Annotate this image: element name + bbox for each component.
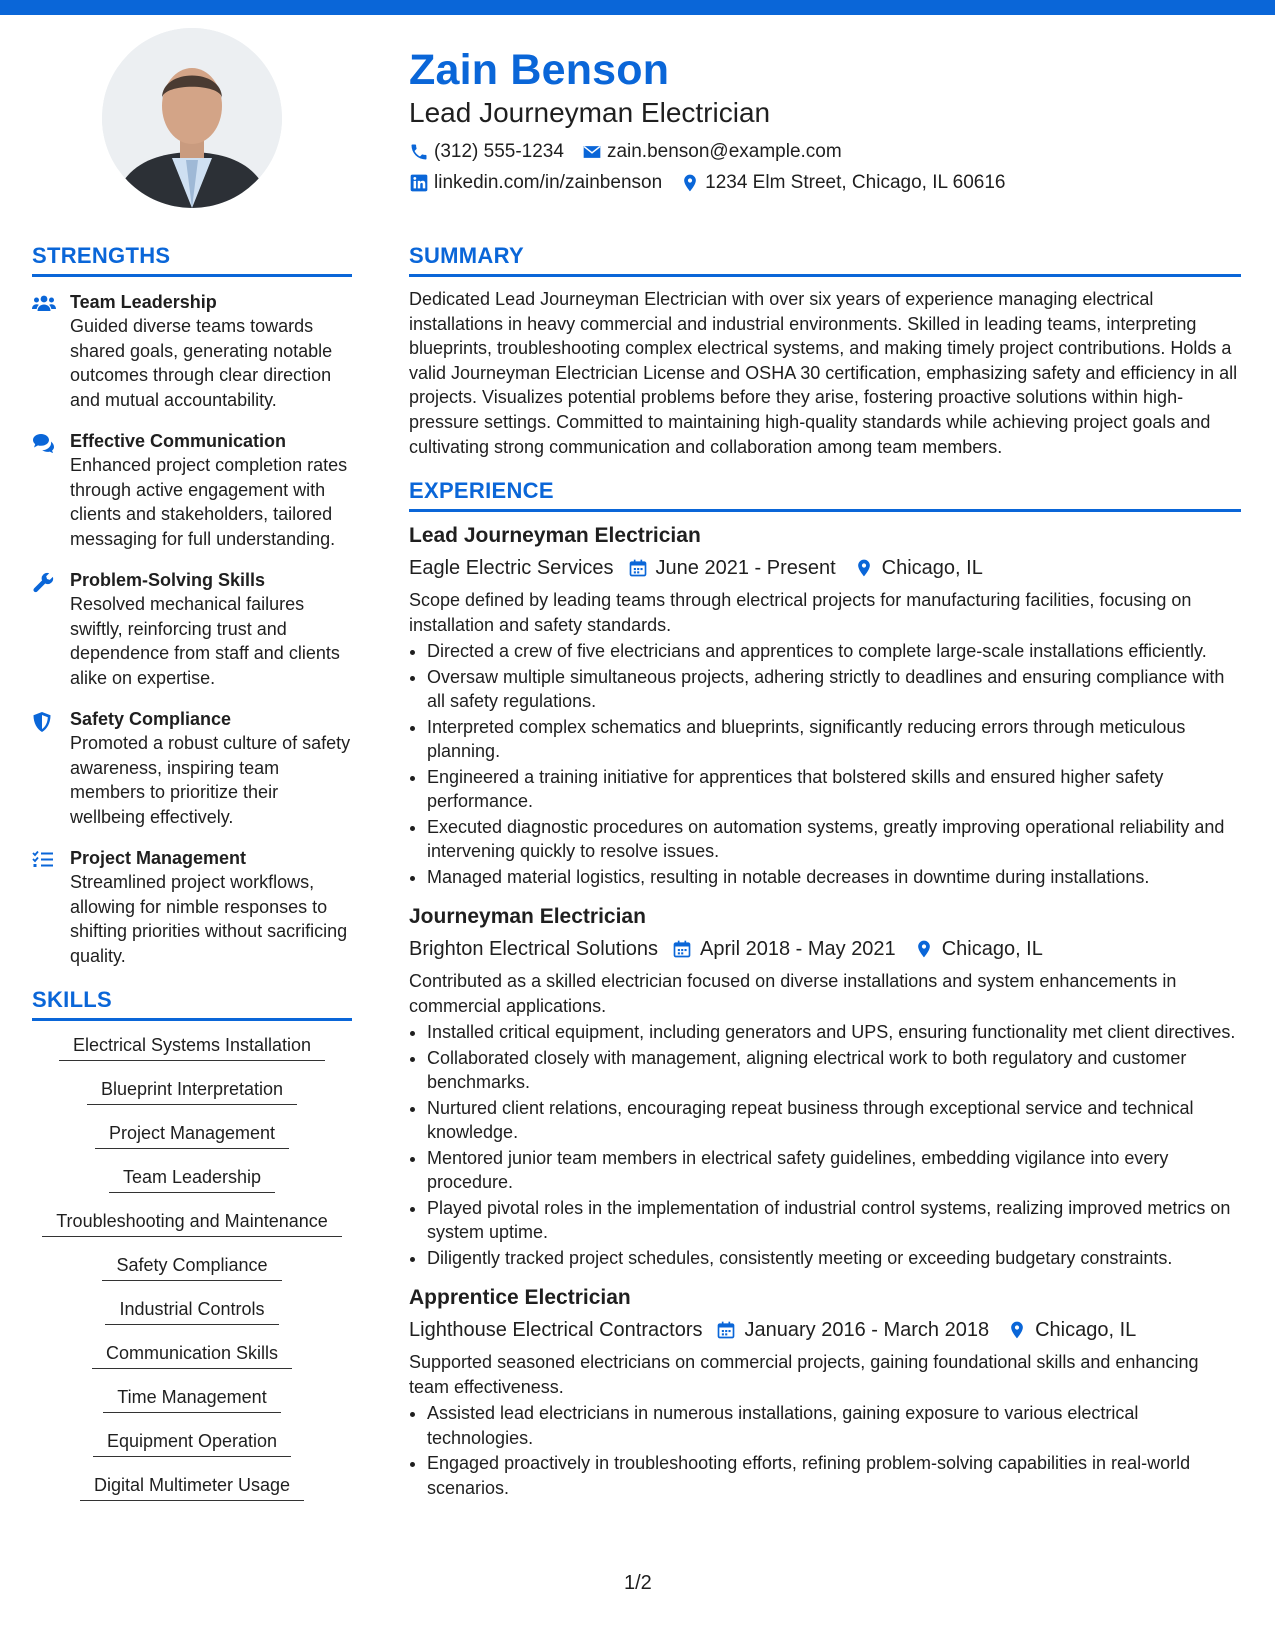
candidate-name: Zain Benson xyxy=(409,46,670,94)
skill-item: Project Management xyxy=(95,1121,289,1149)
strengths-divider xyxy=(32,274,352,277)
calendar-icon xyxy=(672,939,692,959)
job-location: Chicago, IL xyxy=(941,938,1043,961)
skill-item: Safety Compliance xyxy=(102,1253,281,1281)
strength-item xyxy=(32,291,352,412)
job-dates: June 2021 - Present xyxy=(655,557,836,580)
address-text: 1234 Elm Street, Chicago, IL 60616 xyxy=(705,172,1006,193)
summary-heading: SUMMARY xyxy=(409,243,524,268)
strength-item xyxy=(32,847,352,968)
skill-item: Equipment Operation xyxy=(93,1429,291,1457)
chat-icon xyxy=(32,433,56,453)
job-entry xyxy=(409,522,1241,889)
envelope-icon xyxy=(582,142,602,162)
calendar-icon xyxy=(716,1320,736,1340)
job-title: Apprentice Electrician xyxy=(409,1286,631,1310)
phone-text: (312) 555-1234 xyxy=(434,141,564,162)
job-bullet: • Directed a crew of five electricians and apprentices to complete large-scale installations efficiently. xyxy=(427,639,1241,664)
skill-item: Time Management xyxy=(103,1385,280,1413)
job-description: Scope defined by leading teams through electrical projects for manufacturing facilities, focusing on installation and safety standards. xyxy=(409,590,1192,635)
strength-title: Safety Compliance xyxy=(70,709,232,729)
job-company: Lighthouse Electrical Contractors xyxy=(409,1319,703,1342)
left-column xyxy=(32,242,352,1517)
email-contact xyxy=(582,140,842,164)
candidate-role: Lead Journeyman Electrician xyxy=(409,97,771,128)
experience-divider xyxy=(409,509,1241,512)
job-bullet: • Nurtured client relations, encouraging repeat business through exceptional service and technical knowledge. xyxy=(427,1096,1241,1145)
linkedin-contact xyxy=(409,171,662,195)
right-column xyxy=(409,242,1241,1514)
summary-divider xyxy=(409,274,1241,277)
job-dates: April 2018 - May 2021 xyxy=(700,938,896,961)
map-pin-icon xyxy=(914,939,934,959)
strength-desc: Promoted a robust culture of safety awareness, inspiring team members to prioritize their wellbeing effectively. xyxy=(70,733,351,827)
job-dates: January 2016 - March 2018 xyxy=(744,1319,990,1342)
strength-title: Project Management xyxy=(70,848,247,868)
job-bullet: • Collaborated closely with management, aligning electrical work to both regulatory and customer benchmarks. xyxy=(427,1046,1241,1095)
job-bullet: • Assisted lead electricians in numerous installations, gaining exposure to various electrical technologies. xyxy=(427,1401,1241,1450)
wrench-icon xyxy=(32,572,54,594)
skill-item: Communication Skills xyxy=(92,1341,292,1369)
skill-item: Industrial Controls xyxy=(105,1297,278,1325)
job-bullet: • Installed critical equipment, including generators and UPS, ensuring functionality met client directives. xyxy=(427,1020,1241,1045)
job-bullet: • Played pivotal roles in the implementation of industrial control systems, realizing improved metrics on system uptime. xyxy=(427,1196,1241,1245)
skill-item: Digital Multimeter Usage xyxy=(80,1473,304,1501)
skill-item: Troubleshooting and Maintenance xyxy=(42,1209,342,1237)
resume-header xyxy=(409,44,1239,195)
linkedin-icon xyxy=(409,173,429,193)
job-bullet: • Managed material logistics, resulting in notable decreases in downtime during installations. xyxy=(427,865,1241,890)
job-title: Lead Journeyman Electrician xyxy=(409,524,701,548)
calendar-icon xyxy=(628,558,648,578)
users-icon xyxy=(32,294,56,312)
job-bullet: • Executed diagnostic procedures on automation systems, greatly improving operational reliability and intervening quickly to resolve issues. xyxy=(427,815,1241,864)
experience-heading: EXPERIENCE xyxy=(409,478,554,504)
job-bullet: • Interpreted complex schematics and blueprints, significantly reducing errors through meticulous planning. xyxy=(427,715,1241,764)
phone-contact xyxy=(409,140,564,164)
top-accent-bar xyxy=(0,0,1275,15)
job-entry xyxy=(409,1284,1241,1500)
strength-item xyxy=(32,708,352,829)
skill-item: Blueprint Interpretation xyxy=(87,1077,297,1105)
job-bullet: • Mentored junior team members in electrical safety guidelines, embedding vigilance into every procedure. xyxy=(427,1146,1241,1195)
job-bullet: • Engineered a training initiative for apprentices that bolstered skills and ensured higher safety performance. xyxy=(427,765,1241,814)
strength-desc: Streamlined project workflows, allowing for nimble responses to shifting priorities without sacrificing quality. xyxy=(70,872,348,966)
address-contact xyxy=(680,171,1005,195)
skill-item: Team Leadership xyxy=(109,1165,275,1193)
job-bullet: • Oversaw multiple simultaneous projects, adhering strictly to deadlines and ensuring compliance with all safety regulations. xyxy=(427,665,1241,714)
job-location: Chicago, IL xyxy=(881,557,983,580)
summary-text: Dedicated Lead Journeyman Electrician with over six years of experience managing electrical installations in heavy commercial and industrial environments. Skilled in leading teams, interpreting blueprints, troubleshooting complex electrical systems, and making timely project contributions. Holds a valid Journeyman Electrician License and OSHA 30 certification, emphasizing safety and efficiency in all projects. Visualizes potential problems before they arise, fostering proactive solutions within high-pressure settings. Committed to maintaining high-quality standards while achieving project goals and cultivating strong communication and collaboration among team members. xyxy=(409,289,1238,457)
map-pin-icon xyxy=(1007,1320,1027,1340)
skills-list xyxy=(32,1033,352,1517)
job-description: Contributed as a skilled electrician focused on diverse installations and system enhancements in commercial applications. xyxy=(409,971,1177,1016)
job-location: Chicago, IL xyxy=(1035,1319,1137,1342)
strength-desc: Resolved mechanical failures swiftly, reinforcing trust and dependence from staff and clients alike on expertise. xyxy=(70,594,340,688)
job-bullets xyxy=(409,639,1241,889)
job-company: Eagle Electric Services xyxy=(409,557,614,580)
email-text: zain.benson@example.com xyxy=(606,141,842,162)
skills-divider xyxy=(32,1018,352,1021)
job-bullets xyxy=(409,1401,1241,1500)
strength-desc: Guided diverse teams towards shared goals, generating notable outcomes through clear direction and mutual accountability. xyxy=(70,316,333,410)
job-bullets xyxy=(409,1020,1241,1270)
skill-item: Electrical Systems Installation xyxy=(59,1033,325,1061)
job-description: Supported seasoned electricians on commercial projects, gaining foundational skills and enhancing team effectiveness. xyxy=(409,1352,1199,1397)
strength-item xyxy=(32,569,352,690)
strength-title: Team Leadership xyxy=(70,292,217,312)
map-pin-icon xyxy=(854,558,874,578)
page-number: 1/2 xyxy=(624,1572,652,1594)
job-title: Journeyman Electrician xyxy=(409,905,646,929)
strengths-heading: STRENGTHS xyxy=(32,243,171,268)
map-pin-icon xyxy=(680,173,700,193)
job-company: Brighton Electrical Solutions xyxy=(409,938,659,961)
strength-title: Problem-Solving Skills xyxy=(70,570,266,590)
skills-heading: SKILLS xyxy=(32,987,113,1012)
strength-item xyxy=(32,430,352,551)
profile-photo xyxy=(102,28,282,208)
job-bullet: • Engaged proactively in troubleshooting efforts, refining problem-solving capabilities in real-world scenarios. xyxy=(427,1451,1241,1500)
job-bullet: • Diligently tracked project schedules, consistently meeting or exceeding budgetary constraints. xyxy=(427,1246,1241,1271)
checklist-icon xyxy=(32,850,54,868)
phone-icon xyxy=(409,142,429,162)
job-entry xyxy=(409,903,1241,1270)
shield-icon xyxy=(32,711,52,733)
linkedin-text: linkedin.com/in/zainbenson xyxy=(434,172,663,193)
strength-desc: Enhanced project completion rates through active engagement with clients and stakeholders, tailored messaging for full understanding. xyxy=(70,455,348,549)
strength-title: Effective Communication xyxy=(70,431,287,451)
